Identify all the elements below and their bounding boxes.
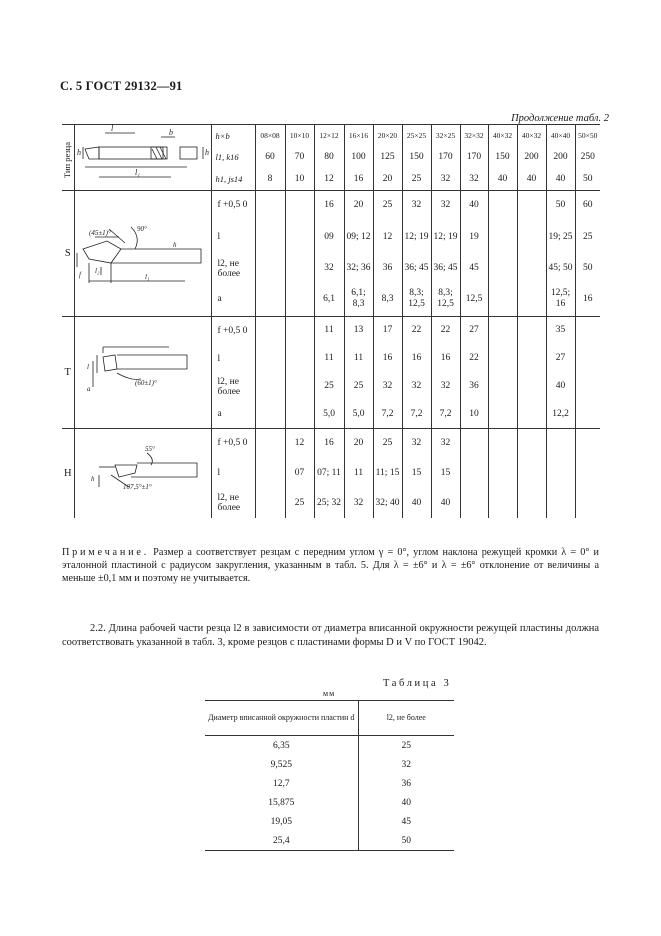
l1-cell: 100 (344, 147, 373, 168)
svg-text:b: b (168, 128, 173, 137)
h1-cell: 16 (344, 168, 373, 190)
table-continuation-label: Продолжение табл. 2 (511, 113, 609, 124)
table-2-value-cell: 09; 12 (344, 220, 373, 255)
table-2-value-cell (575, 345, 600, 373)
table-2-value-cell: 32 (314, 255, 344, 283)
size-cell: 32×32 (460, 125, 488, 147)
table-2-value-cell: 15 (402, 458, 431, 489)
size-cell: 20×20 (373, 125, 402, 147)
size-cell: 40×32 (488, 125, 517, 147)
table-2-value-cell (285, 255, 314, 283)
table-2-value-cell: 19; 25 (546, 220, 575, 255)
svg-text:f: f (78, 271, 81, 279)
table-2-value-cell (488, 255, 517, 283)
param-h1-label: h1, js14 (211, 168, 255, 190)
header-diagram (74, 125, 211, 191)
l1-cell: 60 (255, 147, 285, 168)
table-2-value-cell (517, 373, 546, 401)
svg-text:107,5°±1°: 107,5°±1° (122, 483, 152, 491)
table-2-value-cell: 20 (344, 191, 373, 220)
table-2 (62, 124, 600, 518)
table-2-value-cell: 25; 32 (314, 489, 344, 518)
table-2-value-cell (575, 429, 600, 458)
table-2-value-cell (285, 401, 314, 429)
table-2-value-cell (255, 429, 285, 458)
h1-cell: 40 (546, 168, 575, 190)
size-cell: 32×25 (431, 125, 460, 147)
table-3-l2-cell: 32 (401, 759, 411, 770)
note-text: Размер a соответствует резцам с передним углом γ = 0°, углом наклона режущей кромки λ = 0° и эталонной пластиной с радиусом закругления, указанным в табл. 5. Для λ = ±6° и λ = ±6° отклонение от величины a меньше ±0,1 мм и поэтому не учитывается. (62, 547, 599, 584)
size-cell: 40×32 (517, 125, 546, 147)
table-2-value-cell: 36; 45 (402, 255, 431, 283)
l1-cell: 250 (575, 147, 600, 168)
table-2-value-cell (285, 220, 314, 255)
row-param-label: a (211, 283, 255, 317)
table-2-value-cell (255, 401, 285, 429)
table-2-value-cell (517, 255, 546, 283)
table-2-value-cell (255, 220, 285, 255)
row-param-label: l (211, 220, 255, 255)
l1-cell: 200 (517, 147, 546, 168)
svg-text:h: h (172, 241, 176, 249)
table-2-value-cell: 45; 50 (546, 255, 575, 283)
row-param-label: f +0,5 0 (211, 317, 255, 345)
cutter-type-label: H (62, 429, 74, 519)
h1-cell: 32 (460, 168, 488, 190)
svg-text:l: l (110, 125, 113, 133)
table-2-value-cell: 11 (344, 458, 373, 489)
table-2-value-cell (488, 191, 517, 220)
table-2-value-cell (285, 373, 314, 401)
svg-text:l₁: l₁ (134, 168, 140, 177)
table-2-value-cell: 60 (575, 191, 600, 220)
table-2-value-cell: 32 (431, 191, 460, 220)
table-2-value-cell: 12 (373, 220, 402, 255)
svg-text:(45±1)°: (45±1)° (88, 229, 111, 237)
table-2-value-cell: 11 (314, 317, 344, 345)
table-3-unit: мм (323, 689, 336, 698)
table-2-value-cell: 35 (546, 317, 575, 345)
svg-text:l: l (86, 363, 89, 371)
table-3-l2-cell: 40 (401, 797, 411, 808)
table-2-value-cell: 6,1; 8,3 (344, 283, 373, 317)
table-2-value-cell: 11; 15 (373, 458, 402, 489)
table-2-value-cell: 09 (314, 220, 344, 255)
table-2-value-cell (575, 401, 600, 429)
table-2-value-cell (517, 191, 546, 220)
table-2-value-cell: 5,0 (344, 401, 373, 429)
table-2-value-cell: 12 (285, 429, 314, 458)
table-2-value-cell (460, 429, 488, 458)
table-2-value-cell: 19 (460, 220, 488, 255)
table-2-value-cell (285, 317, 314, 345)
table-2-value-cell: 32 (402, 373, 431, 401)
h1-cell: 32 (431, 168, 460, 190)
table-2-value-cell: 16 (314, 191, 344, 220)
table-2-value-cell (255, 373, 285, 401)
table-2-value-cell: 32; 36 (344, 255, 373, 283)
table-2-value-cell (285, 345, 314, 373)
table-2-value-cell (255, 255, 285, 283)
table-2-value-cell (517, 283, 546, 317)
table-2-value-cell: 16 (575, 283, 600, 317)
table-2-value-cell: 36 (460, 373, 488, 401)
table-2-value-cell (255, 489, 285, 518)
svg-text:h: h (204, 148, 209, 157)
table-2-value-cell: 12,5; 16 (546, 283, 575, 317)
table-2-value-cell: 32 (373, 373, 402, 401)
table-2-value-cell: 15 (431, 458, 460, 489)
svg-text:55°: 55° (144, 445, 155, 453)
table-2-value-cell (255, 345, 285, 373)
table-2-value-cell: 13 (344, 317, 373, 345)
cutter-type-diagram (74, 317, 211, 429)
table-2-value-cell: 32 (402, 191, 431, 220)
h1-cell: 25 (402, 168, 431, 190)
table-2-value-cell: 32 (344, 489, 373, 518)
l1-cell: 150 (488, 147, 517, 168)
row-param-label: l (211, 458, 255, 489)
table-2-value-cell: 7,2 (402, 401, 431, 429)
table-2-value-cell (517, 317, 546, 345)
size-cell: 08×08 (255, 125, 285, 147)
l1-cell: 70 (285, 147, 314, 168)
table-2-value-cell (285, 283, 314, 317)
table-2-value-cell (517, 401, 546, 429)
size-cell: 10×10 (285, 125, 314, 147)
table-3-col-l2: l2, не более (358, 701, 454, 736)
table-2-value-cell: 12,5 (460, 283, 488, 317)
table-2-value-cell (575, 489, 600, 518)
table-2-value-cell (488, 458, 517, 489)
table-3-l2-cell: 50 (358, 831, 454, 851)
table-2-value-cell: 10 (460, 401, 488, 429)
table-2-value-cell (517, 345, 546, 373)
size-cell: 40×40 (546, 125, 575, 147)
table-2-value-cell: 7,2 (373, 401, 402, 429)
cutter-dimension-diagram (75, 125, 211, 187)
table-note (62, 546, 599, 585)
table-2-value-cell (285, 191, 314, 220)
table-2-value-cell: 22 (460, 345, 488, 373)
param-hb-label: h×b (211, 125, 255, 147)
table-2-value-cell: 32 (402, 429, 431, 458)
page-header: С. 5 ГОСТ 29132—91 (60, 79, 183, 93)
section-2-2-paragraph: 2.2. Длина рабочей части резца l2 в зависимости от диаметра вписанной окружности режущей пластины должна соответствовать указанной в табл. 3, кроме резцов с пластинами формы D и V по ГОСТ 19042. (62, 623, 599, 648)
type-column-header (62, 125, 74, 191)
svg-text:l₂: l₂ (94, 267, 99, 275)
table-2-value-cell (546, 489, 575, 518)
svg-text:(60±1)°: (60±1)° (134, 379, 157, 387)
table-2-value-cell: 40 (460, 191, 488, 220)
svg-text:h: h (90, 475, 94, 483)
table-2-value-cell: 25 (285, 489, 314, 518)
table-3-diameter-cell: 25,4 (205, 831, 358, 851)
table-3-l2-cell: 25 (401, 740, 411, 751)
table-3-l2-cell: 36 (401, 778, 411, 789)
table-2-value-cell (517, 220, 546, 255)
table-2-value-cell: 17 (373, 317, 402, 345)
svg-text:h: h (76, 148, 81, 157)
table-2-value-cell: 6,1 (314, 283, 344, 317)
table-2-value-cell: 50 (546, 191, 575, 220)
table-2-value-cell (517, 489, 546, 518)
l1-cell: 170 (431, 147, 460, 168)
row-param-label: l (211, 345, 255, 373)
row-param-label: l2, не более (211, 255, 255, 283)
table-2-value-cell (488, 345, 517, 373)
table-2-value-cell: 11 (344, 345, 373, 373)
table-2-value-cell: 27 (460, 317, 488, 345)
table-3-caption: Таблица 3 (383, 678, 452, 689)
table-2-value-cell: 40 (431, 489, 460, 518)
table-2-value-cell (517, 458, 546, 489)
cutter-type-label: S (62, 191, 74, 317)
table-2-value-cell (488, 401, 517, 429)
size-cell: 12×12 (314, 125, 344, 147)
row-param-label: a (211, 401, 255, 429)
table-2-value-cell: 07 (285, 458, 314, 489)
table-2-value-cell: 12,2 (546, 401, 575, 429)
size-cell: 16×16 (344, 125, 373, 147)
table-2-value-cell: 16 (402, 345, 431, 373)
table-2-value-cell: 27 (546, 345, 575, 373)
table-2-value-cell (488, 429, 517, 458)
h1-cell: 10 (285, 168, 314, 190)
cutter-type-label: T (62, 317, 74, 429)
table-2-value-cell (255, 458, 285, 489)
table-2-value-cell: 7,2 (431, 401, 460, 429)
table-3-diameter-cell: 9,525 (205, 755, 358, 774)
table-2-value-cell: 07; 11 (314, 458, 344, 489)
h1-cell: 50 (575, 168, 600, 190)
h1-cell: 40 (488, 168, 517, 190)
svg-text:90°: 90° (136, 225, 147, 233)
table-2-value-cell: 8,3 (373, 283, 402, 317)
l1-cell: 125 (373, 147, 402, 168)
table-2-value-cell (255, 191, 285, 220)
table-3-diameter-cell: 6,35 (205, 736, 358, 756)
table-2-value-cell (488, 283, 517, 317)
table-2-value-cell: 8,3; 12,5 (431, 283, 460, 317)
table-2-value-cell (546, 429, 575, 458)
table-3-col-diameter: Диаметр вписанной окружности пластин d (205, 701, 358, 736)
table-2-value-cell (460, 458, 488, 489)
table-2-value-cell (488, 317, 517, 345)
table-2-value-cell: 32 (431, 373, 460, 401)
table-2-value-cell: 12; 19 (402, 220, 431, 255)
table-2-value-cell: 25 (314, 373, 344, 401)
cutter-type-diagram (74, 191, 211, 317)
table-2-value-cell: 12; 19 (431, 220, 460, 255)
row-param-label: f +0,5 0 (211, 191, 255, 220)
table-2-value-cell (255, 283, 285, 317)
table-2-value-cell: 25 (344, 373, 373, 401)
h1-cell: 8 (255, 168, 285, 190)
table-2-value-cell: 5,0 (314, 401, 344, 429)
table-2-value-cell: 16 (373, 345, 402, 373)
table-3-diameter-cell: 19,05 (205, 812, 358, 831)
table-2-value-cell: 25 (373, 429, 402, 458)
table-2-value-cell: 36; 45 (431, 255, 460, 283)
table-2-value-cell (488, 489, 517, 518)
l1-cell: 150 (402, 147, 431, 168)
table-2-value-cell: 50 (575, 255, 600, 283)
h1-cell: 20 (373, 168, 402, 190)
table-2-value-cell (575, 373, 600, 401)
note-heading: Примечание. (62, 547, 150, 558)
table-3-diameter-cell: 15,875 (205, 793, 358, 812)
size-cell: 25×25 (402, 125, 431, 147)
table-2-value-cell: 16 (431, 345, 460, 373)
table-2-value-cell: 11 (314, 345, 344, 373)
table-2-value-cell: 22 (431, 317, 460, 345)
table-2-value-cell: 8,3; 12,5 (402, 283, 431, 317)
param-l1-label: l1, k16 (211, 147, 255, 168)
table-2-value-cell (517, 429, 546, 458)
table-2-value-cell: 36 (373, 255, 402, 283)
table-2-value-cell: 40 (402, 489, 431, 518)
l1-cell: 170 (460, 147, 488, 168)
table-2-value-cell (460, 489, 488, 518)
table-2-value-cell: 25 (373, 191, 402, 220)
table-2-value-cell (546, 458, 575, 489)
svg-text:l₁: l₁ (144, 273, 149, 281)
table-2-value-cell: 32; 40 (373, 489, 402, 518)
table-2-value-cell: 16 (314, 429, 344, 458)
row-param-label: l2, не более (211, 373, 255, 401)
svg-text:a: a (86, 385, 90, 393)
size-cell: 50×50 (575, 125, 600, 147)
table-2-value-cell: 25 (575, 220, 600, 255)
table-2-value-cell: 20 (344, 429, 373, 458)
table-2-value-cell (575, 458, 600, 489)
cutter-type-diagram (74, 429, 211, 519)
table-2-value-cell: 22 (402, 317, 431, 345)
table-2-value-cell (488, 373, 517, 401)
h1-cell: 12 (314, 168, 344, 190)
h1-cell: 40 (517, 168, 546, 190)
table-2-value-cell (488, 220, 517, 255)
row-param-label: f +0,5 0 (211, 429, 255, 458)
type-label: Тип резца (62, 142, 72, 179)
row-param-label: l2, не более (211, 489, 255, 518)
table-2-value-cell: 40 (546, 373, 575, 401)
l1-cell: 200 (546, 147, 575, 168)
table-3 (205, 700, 454, 851)
table-2-value-cell: 45 (460, 255, 488, 283)
table-2-value-cell: 32 (431, 429, 460, 458)
table-2-value-cell (255, 317, 285, 345)
table-3-l2-cell: 45 (401, 816, 411, 827)
table-3-diameter-cell: 12,7 (205, 774, 358, 793)
table-2-value-cell (575, 317, 600, 345)
l1-cell: 80 (314, 147, 344, 168)
